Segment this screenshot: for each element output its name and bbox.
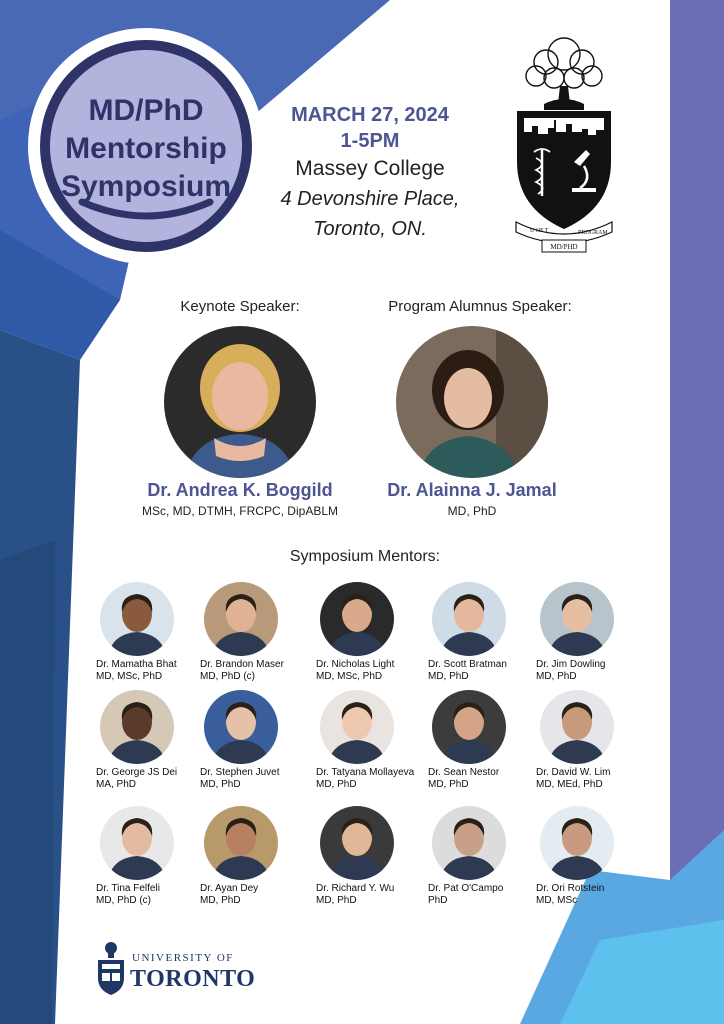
mentor-photo bbox=[540, 806, 614, 880]
university-logo bbox=[96, 940, 266, 1000]
mentor-photo bbox=[320, 690, 394, 764]
keynote-name: Dr. Andrea K. Boggild bbox=[147, 480, 333, 500]
mentor-credentials: MD, MSc, PhD bbox=[316, 671, 383, 682]
mentor-name: Dr. Tatyana Mollayeva bbox=[316, 767, 415, 778]
mentor-credentials: MD, MSc bbox=[536, 895, 578, 906]
mentor-credentials: MD, MSc, PhD bbox=[96, 671, 163, 682]
mentor-photo bbox=[432, 582, 506, 656]
mentor-photo bbox=[432, 806, 506, 880]
mentor-photo bbox=[100, 582, 174, 656]
event-venue: Massey College bbox=[295, 157, 445, 180]
title-line-1: MD/PhD bbox=[88, 94, 204, 127]
mentor-credentials: MD, PhD bbox=[428, 671, 469, 682]
mentor-card bbox=[536, 806, 676, 907]
mentor-credentials: MD, PhD bbox=[316, 895, 357, 906]
mentor-photo bbox=[100, 690, 174, 764]
crest-ribbon-right: PROGRAM bbox=[578, 230, 608, 236]
mentor-photo bbox=[540, 690, 614, 764]
event-time: 1-5PM bbox=[340, 130, 400, 152]
crest-banner: MD/PHD bbox=[550, 243, 578, 251]
mentor-card bbox=[536, 582, 676, 683]
title-line-2: Mentorship bbox=[65, 132, 227, 165]
event-address-line2: Toronto, ON. bbox=[313, 218, 427, 240]
mentor-name: Dr. Ayan Dey bbox=[200, 883, 259, 894]
mentor-name: Dr. Mamatha Bhat bbox=[96, 659, 177, 670]
mentor-name: Dr. Stephen Juvet bbox=[200, 767, 280, 778]
mentor-name: Dr. Sean Nestor bbox=[428, 767, 500, 778]
event-info bbox=[270, 102, 470, 244]
mentor-credentials: MD, PhD bbox=[536, 671, 577, 682]
mentor-photo bbox=[204, 582, 278, 656]
alumnus-name: Dr. Alainna J. Jamal bbox=[387, 480, 557, 500]
mentor-credentials: MA, PhD bbox=[96, 779, 137, 790]
mentor-photo bbox=[540, 582, 614, 656]
mentor-credentials: MD, MEd, PhD bbox=[536, 779, 603, 790]
mentor-photo bbox=[204, 806, 278, 880]
event-date: MARCH 27, 2024 bbox=[291, 104, 449, 126]
keynote-label: Keynote Speaker: bbox=[180, 298, 300, 315]
mentor-credentials: PhD bbox=[428, 895, 448, 906]
mdphd-crest-logo bbox=[508, 32, 620, 254]
title-line-3: Symposium bbox=[60, 170, 232, 203]
mentor-name: Dr. George JS Dei bbox=[96, 767, 178, 778]
mentor-photo bbox=[320, 582, 394, 656]
mentor-credentials: MD, PhD bbox=[316, 779, 357, 790]
uoft-shield-icon bbox=[96, 940, 126, 996]
alumnus-label: Program Alumnus Speaker: bbox=[388, 298, 572, 315]
mentor-credentials: MD, PhD (c) bbox=[96, 895, 151, 906]
mentor-card bbox=[536, 690, 676, 791]
mentors-label: Symposium Mentors: bbox=[289, 548, 441, 565]
keynote-photo bbox=[164, 326, 316, 478]
mentor-name: Dr. Pat O'Campo bbox=[428, 883, 504, 894]
mentor-name: Dr. Jim Dowling bbox=[536, 659, 606, 670]
mentor-name: Dr. Richard Y. Wu bbox=[316, 883, 395, 894]
mentor-name: Dr. Tina Felfeli bbox=[96, 883, 160, 894]
university-line2: TORONTO bbox=[130, 966, 256, 992]
mentor-photo bbox=[100, 806, 174, 880]
mentor-name: Dr. Scott Bratman bbox=[428, 659, 507, 670]
alumnus-photo bbox=[396, 326, 548, 478]
event-title bbox=[50, 92, 242, 206]
mentor-credentials: MD, PhD bbox=[428, 779, 469, 790]
mentor-photo bbox=[320, 806, 394, 880]
keynote-credentials: MSc, MD, DTMH, FRCPC, DipABLM bbox=[141, 504, 338, 518]
event-address-line1: 4 Devonshire Place, bbox=[280, 188, 460, 210]
mentor-credentials: MD, PhD (c) bbox=[200, 671, 255, 682]
mentor-credentials: MD, PhD bbox=[200, 779, 241, 790]
mentor-photo bbox=[432, 690, 506, 764]
university-line1: UNIVERSITY OF bbox=[132, 952, 234, 964]
mentor-credentials: MD, PhD bbox=[200, 895, 241, 906]
badge-arc-decoration bbox=[76, 196, 216, 226]
mentor-name: Dr. Ori Rotstein bbox=[536, 883, 605, 894]
crest-ribbon-left: U OF T bbox=[530, 228, 549, 234]
mentor-name: Dr. Nicholas Light bbox=[316, 659, 395, 670]
alumnus-credentials: MD, PhD bbox=[447, 504, 497, 518]
mentor-photo bbox=[204, 690, 278, 764]
mentor-name: Dr. Brandon Maser bbox=[200, 659, 284, 670]
mentor-name: Dr. David W. Lim bbox=[536, 767, 611, 778]
